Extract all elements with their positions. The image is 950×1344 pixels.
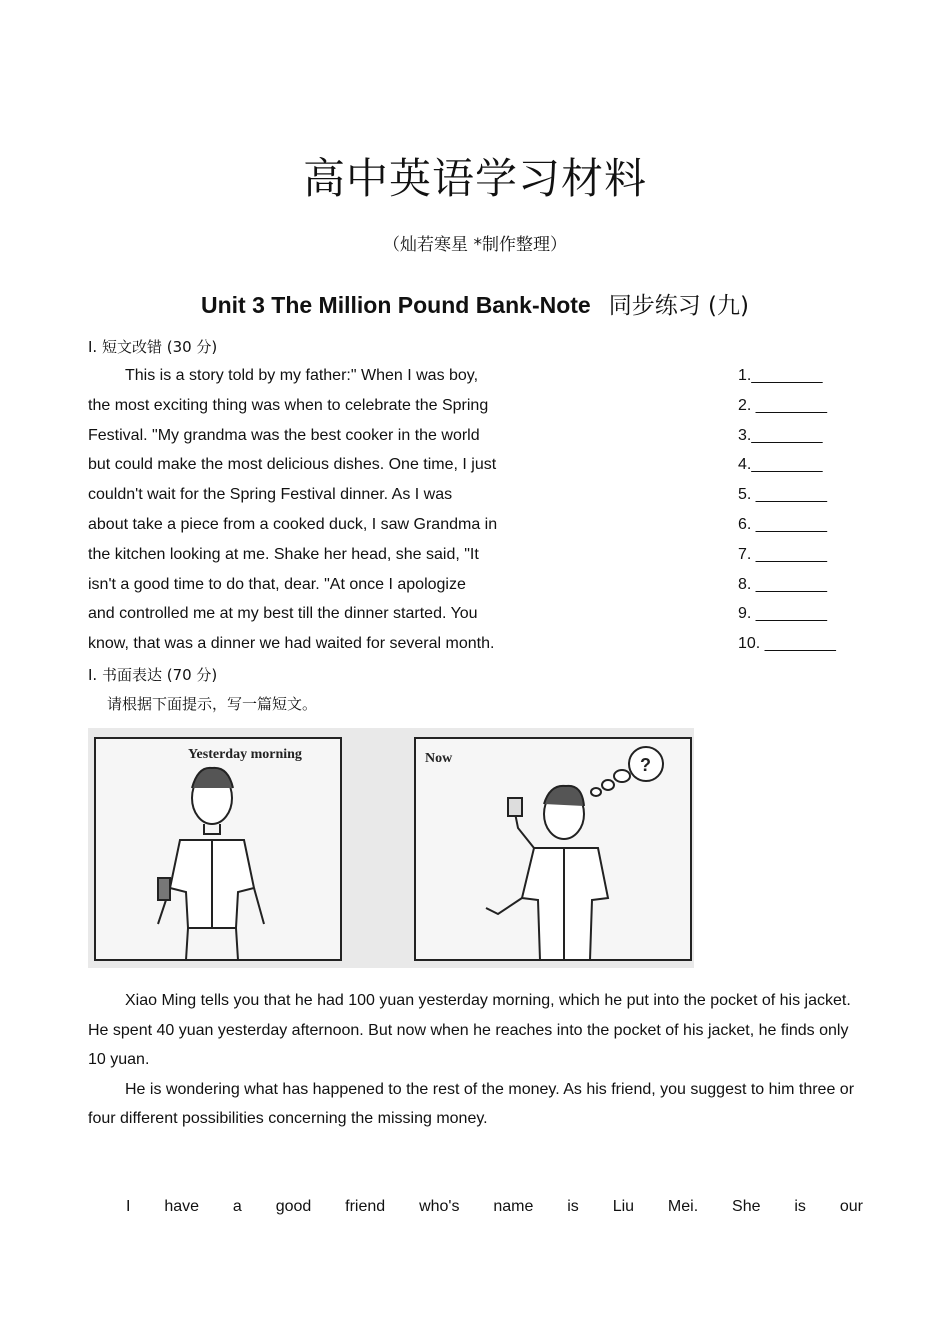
- bank-note-in-hand: [508, 798, 522, 816]
- answer-blank: 5. ________: [738, 486, 827, 503]
- panel-left-caption: Yesterday morning: [188, 747, 302, 762]
- proofread-line: know, that was a dinner we had waited for several month.: [88, 635, 495, 652]
- unit-title: Unit 3 The Million Pound Bank-Note: [201, 292, 591, 318]
- document-title: 高中英语学习材料: [302, 154, 647, 203]
- unit-subtitle: 同步练习 (九): [608, 293, 749, 319]
- word: is: [794, 1198, 806, 1215]
- answer-blank: 7. ________: [738, 546, 827, 563]
- answer-blank: 1.________: [738, 367, 823, 384]
- proofread-line: This is a story told by my father:" When I was boy,: [125, 367, 479, 384]
- document-subtitle: （灿若寒星 *制作整理）: [383, 235, 567, 255]
- word: our: [839, 1198, 863, 1215]
- writing-prompt-text: [88, 986, 863, 1134]
- section1-heading: I. 短文改错 (30 分): [88, 338, 218, 356]
- question-mark: ?: [640, 755, 651, 775]
- prompt-paragraph: Xiao Ming tells you that he had 100 yuan yesterday morning, which he put into the pocket of his jacket. He spent 40 yuan yesterday afternoon. But now when he reaches into the pocket of his jacket, he finds only 10 yuan.: [88, 992, 851, 1068]
- panel-right-caption: Now: [425, 751, 453, 766]
- word: name: [493, 1198, 534, 1215]
- word: She: [732, 1198, 761, 1215]
- word: who's: [419, 1198, 460, 1215]
- unit-heading: [0, 287, 950, 320]
- answer-blank: 10. ________: [738, 635, 836, 652]
- word: is: [567, 1198, 579, 1215]
- comic-illustration: [88, 728, 694, 968]
- word: have: [164, 1198, 200, 1215]
- proofread-line: the most exciting thing was when to celebrate the Spring: [88, 397, 489, 414]
- answer-blank: 6. ________: [738, 516, 827, 533]
- proofread-line: isn't a good time to do that, dear. "At once I apologize: [88, 576, 466, 593]
- prompt-paragraph: He is wondering what has happened to the rest of the money. As his friend, you suggest to him three or four different possibilities concerning the missing money.: [88, 1080, 855, 1127]
- word: a: [232, 1198, 242, 1215]
- word: Liu: [612, 1198, 635, 1215]
- answer-blank: 8. ________: [738, 576, 827, 593]
- answer-blank: 3.________: [738, 427, 823, 444]
- word: friend: [345, 1198, 386, 1215]
- proofread-line: couldn't wait for the Spring Festival dinner. As I was: [88, 486, 453, 503]
- section2-heading: I. 书面表达 (70 分): [88, 666, 218, 684]
- word: good: [275, 1198, 312, 1215]
- proofread-line: but could make the most delicious dishes. One time, I just: [88, 456, 497, 473]
- answer-blank: 9. ________: [738, 605, 827, 622]
- word: I: [126, 1198, 131, 1215]
- proofread-line: the kitchen looking at me. Shake her head, she said, "It: [88, 546, 479, 563]
- proofread-line: Festival. "My grandma was the best cooker in the world: [88, 427, 480, 444]
- proofread-line: and controlled me at my best till the dinner started. You: [88, 605, 478, 622]
- sample-answer-line: [126, 1198, 863, 1216]
- word: Mei.: [667, 1198, 699, 1215]
- answer-blank: 4.________: [738, 456, 823, 473]
- answer-blank: 2. ________: [738, 397, 827, 414]
- comic-svg: [88, 728, 694, 968]
- proofread-line: about take a piece from a cooked duck, I saw Grandma in: [88, 516, 498, 533]
- writing-instruction: 请根据下面提示，写一篇短文。: [107, 695, 318, 713]
- money-in-hand: [158, 878, 170, 900]
